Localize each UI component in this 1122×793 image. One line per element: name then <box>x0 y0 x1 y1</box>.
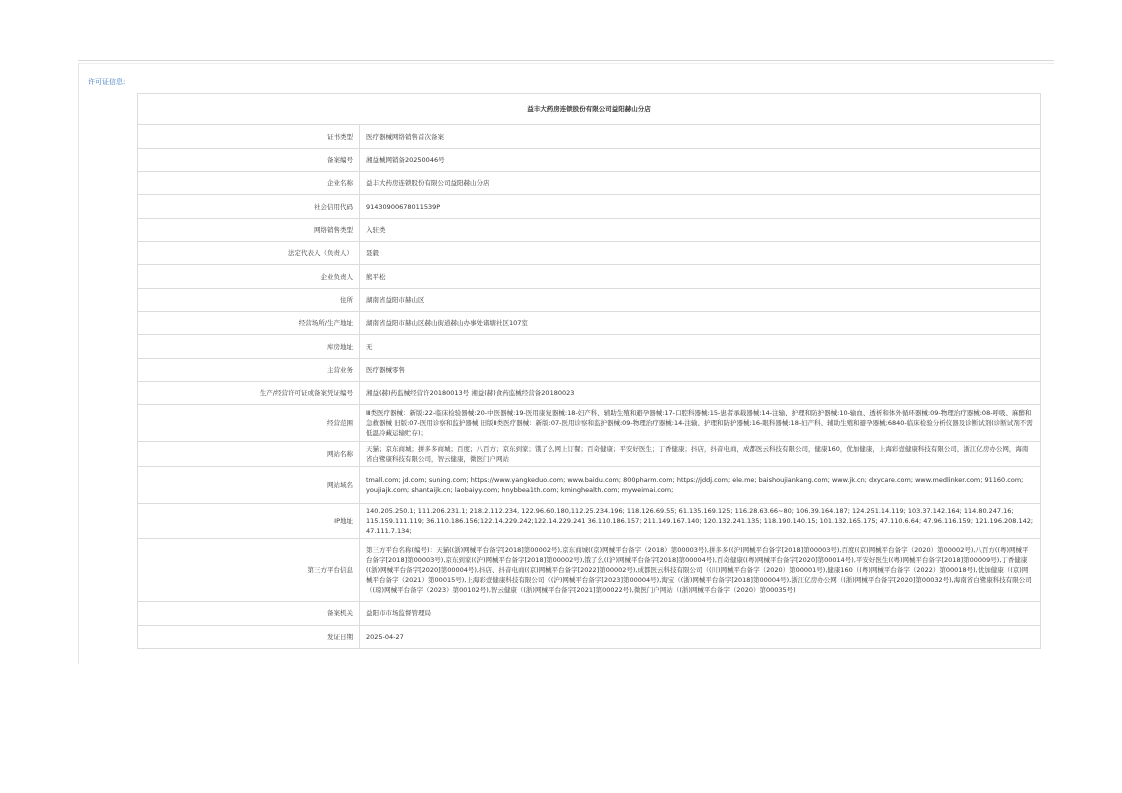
row-value: 益丰大药房连锁股份有限公司益阳赫山分店 <box>360 172 1041 195</box>
row-label: 企业名称 <box>138 172 360 195</box>
row-value: 2025-04-27 <box>360 625 1041 648</box>
row-label: 主营业务 <box>138 358 360 381</box>
row-value: 入驻类 <box>360 218 1041 241</box>
row-label: 备案机关 <box>138 602 360 625</box>
table-row <box>138 218 1041 241</box>
row-label: 网站名称 <box>138 441 360 466</box>
row-label: 第三方平台信息 <box>138 539 360 602</box>
row-label: 备案编号 <box>138 148 360 171</box>
row-value: 天猫；京东商城；拼多多商城；百度；八百方；京东到家；饿了么网上订餐；百奇健康；平安好医生；丁香健康；抖店，抖音电商，成都医云科技有限公司，健康160，优加健康，上海彩壹健康科技有限公司，浙江亿房办公网，海南省白鹭康科技有限公司，智云健康，微医门户网站 <box>360 441 1041 466</box>
table-row <box>138 172 1041 195</box>
row-value: 湖南省益阳市赫山区 <box>360 288 1041 311</box>
store-title: 益丰大药房连锁股份有限公司益阳赫山分店 <box>138 94 1041 125</box>
table-row <box>138 148 1041 171</box>
table-row <box>138 382 1041 405</box>
table-row <box>138 335 1041 358</box>
table-row <box>138 441 1041 466</box>
row-label: 社会信用代码 <box>138 195 360 218</box>
license-info-caption: 许可证信息: <box>88 78 126 86</box>
row-value: 无 <box>360 335 1041 358</box>
row-value: 医疗器械零售 <box>360 358 1041 381</box>
top-divider-secondary <box>78 63 1054 64</box>
table-row <box>138 288 1041 311</box>
row-value: 益阳市市场监督管理局 <box>360 602 1041 625</box>
table-row <box>138 467 1041 504</box>
table-row <box>138 242 1041 265</box>
row-value: 湘益(赫)药监械经营许20180013号 湘益(赫)食药监械经营备20180023 <box>360 382 1041 405</box>
table-title-row <box>138 94 1041 125</box>
row-label: 发证日期 <box>138 625 360 648</box>
license-info-table <box>137 93 1041 649</box>
table-row <box>138 405 1041 442</box>
row-value: tmall.com; jd.com; suning.com; https://www.yangkeduo.com; www.baidu.com; 800pharm.com; https://jddj.com; ele.me; baishoujiankang.com; www.jk.cn; dxycare.com; www.medlinker.com; 91160.com; youjiajk.com; shantaijk.cn; laobaiyy.com; hnybbea1th.com; kminghealth.com; myweimai.com; <box>360 467 1041 504</box>
row-label: 企业负责人 <box>138 265 360 288</box>
row-label: 网络销售类型 <box>138 218 360 241</box>
row-label: 库房地址 <box>138 335 360 358</box>
row-label: 经营场所/生产地址 <box>138 312 360 335</box>
table-row <box>138 125 1041 148</box>
row-value: Ⅲ类医疗器械：新版:22-临床检验器械:20-中医器械:19-医用康复器械:18-妇产科、辅助生殖和避孕器械:17-口腔科器械:15-患者承载器械:14-注输、护理和防护器械:10-输血、透析和体外循环器械:09-物理治疗器械:08-呼吸、麻醉和急救器械 旧版:07-医用诊察和监护器械 旧版Ⅱ类医疗器械：新版:07-医用诊察和监护器械:09-物理治疗器械:14-注输、护理和防护器械:16-眼科器械:18-妇产科、辅助生殖和避孕器械:6840-临床检验分析仪器及诊断试剂(诊断试剂不需低温冷藏运输贮存)； <box>360 405 1041 442</box>
row-label: 法定代表人（负责人） <box>138 242 360 265</box>
row-label: 经营范围 <box>138 405 360 442</box>
table-row <box>138 625 1041 648</box>
row-value: 聂毅 <box>360 242 1041 265</box>
table-row <box>138 195 1041 218</box>
table-row <box>138 265 1041 288</box>
row-value: 140.205.250.1; 111.206.231.1; 218.2.112.234, 122.96.60.180,112.25.234.196; 118.126.69.55; 61.135.169.125; 116.28.63.66~80; 106.39.164.187; 124.251.14.119; 103.37.142.164; 114.80.247.16; 115.159.111.119; 36.110.186.156;122.14.229.242;122.14.229.241 36.110.186.157; 211.149.167.140; 120.132.241.135; 118.190.140.15; 101.132.165.175; 47.110.6.64; 47.96.116.159; 121.196.208.142; 47.111.7.134; <box>360 503 1041 539</box>
left-border <box>78 64 79 664</box>
top-divider <box>78 60 1054 61</box>
table-row <box>138 358 1041 381</box>
row-value: 医疗器械网络销售首次备案 <box>360 125 1041 148</box>
table-row <box>138 539 1041 602</box>
row-value: 湘益械网销备20250046号 <box>360 148 1041 171</box>
row-value: 第三方平台名称(编号)：天猫((浙)网械平台备字[2018]第00002号),京东商城((京)网械平台备字（2018）第00003号),拼多多((沪)网械平台备字[2018]第00003号),百度((京)网械平台备字（2020）第00002号),八百方((粤)网械平台备字[2018]第00003号),京东到家((沪)网械平台备字[2018]第00002号),饿了么((沪)网械平台备字[2018]第00004号),百奇健康((粤)网械平台备字[2020]第00014号),平安好医生((粤)网械平台备字[2018]第00009号),丁香健康((浙)网械平台备字[2020]第00004号),抖店、抖音电商((京)网械平台备字[2022]第00002号),成都医云科技有限公司（(川)网械平台备字（2020）第00001号),健康160（(粤)网械平台备字（2022）第00018号),优加健康（(京)网械平台备字（2021）第00015号),上海彩壹健康科技有限公司（(沪)网械平台备字[2023]第00004号),淘宝（(浙)网械平台备字[2018]第00004号),浙江亿房办公网（(浙)网械平台备字[2020]第00032号),海南省白鹭康科技有限公司（(琼)网械平台备字（2023）第00102号),智云健康（(浙)网械平台备字[2021]第00022号),微医门户网站（(浙)网械平台备字（2020）第00035号) <box>360 539 1041 602</box>
row-value: 91430900678011539P <box>360 195 1041 218</box>
row-label: 证书类型 <box>138 125 360 148</box>
row-label: IP地址 <box>138 503 360 539</box>
row-label: 住所 <box>138 288 360 311</box>
row-value: 湖南省益阳市赫山区赫山街道赫山办事处诸塘社区107室 <box>360 312 1041 335</box>
table-row <box>138 503 1041 539</box>
table-row <box>138 602 1041 625</box>
row-label: 网站域名 <box>138 467 360 504</box>
row-label: 生产/经营许可证或备案凭证编号 <box>138 382 360 405</box>
table-row <box>138 312 1041 335</box>
row-value: 熊平松 <box>360 265 1041 288</box>
